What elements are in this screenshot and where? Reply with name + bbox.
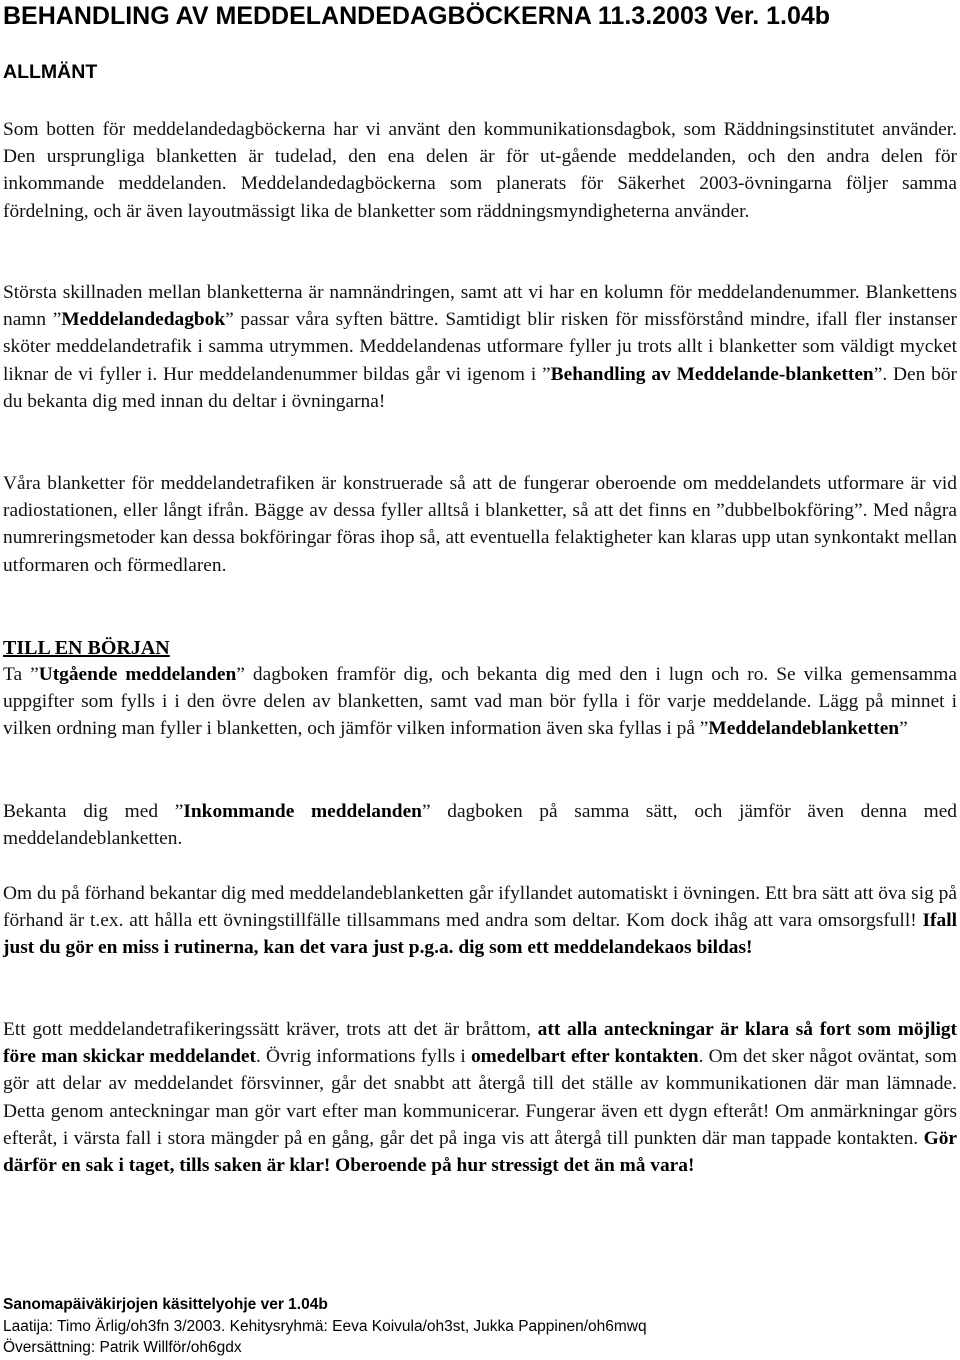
- paragraph-4-text-a: Ta ”: [3, 664, 39, 685]
- paragraph-2-bold-b: Meddelandedagbok: [61, 309, 226, 331]
- paragraph-7-text-c: . Övrig informations fylls i: [255, 1046, 471, 1068]
- paragraph-7-bold-b: att alla anteckningar är klara så fort som möjligt före man skickar meddelandet: [3, 1019, 957, 1068]
- footer-line-2: Laatija: Timo Ärlig/oh3fn 3/2003. Kehitysryhmä: Eeva Koivula/oh3st, Jukka Pappinen/oh6mwq: [3, 1317, 647, 1335]
- paragraph-1: Som botten för meddelandedagböckerna har vi använt den kommunikationsdagbok, som Räddningsinstitutet använder. Den ursprungliga blanketten är tudelad, den ena delen är för ut-gående meddelanden, och den andra delen för inkommande meddelanden. Meddelandedagböckerna som planerats för Säkerhet 2003-övningarna följer samma fördelning, och är även layoutmässigt lika de blanketter som räddningsmyndigheterna använder.: [3, 119, 957, 222]
- paragraph-2: [3, 279, 957, 415]
- paragraph-5-bold-b: Inkommande meddelanden: [183, 801, 422, 822]
- paragraph-4: [3, 661, 957, 743]
- document-title: BEHANDLING AV MEDDELANDEDAGBÖCKERNA 11.3.2003 Ver. 1.04b: [3, 2, 831, 30]
- paragraph-3: Våra blanketter för meddelandetrafiken är konstruerade så att de fungerar oberoende om meddelandets utformare är vid radiostationen, eller långt ifrån. Bägge av dessa fyller alltså i blanketter, så att det finns en ”dubbelbokföring”. Med några numreringsmetoder kan dessa bokföringar föras ihop så, att eventuella felaktigheter kan klaras upp utan synkontakt mellan utformaren och förmedlaren.: [3, 473, 957, 576]
- paragraph-6-text-a: Om du på förhand bekantar dig med meddelandeblanketten går ifyllandet automatiskt i övningen. Ett bra sätt att öva sig på förhand är t.ex. att hålla ett övningstillfälle tillsammans med andra som deltar. Kom dock ihåg att vara omsorgsfull!: [3, 883, 957, 932]
- paragraph-5-text-a: Bekanta dig med ”: [3, 801, 184, 822]
- paragraph-5: [3, 798, 957, 852]
- paragraph-7-bold-d: omedelbart efter kontakten: [470, 1046, 699, 1068]
- paragraph-2-text-c: ” passar våra syften bättre. Samtidigt blir risken för missförstånd mindre, ifall fler instanser sköter meddelandetrafik i samma utrymmen. Meddelandenas utformare fyller ju trots allt i blanketter som väldigt mycket liknar de vi fyller i. Hur meddelandenummer bildas går vi igenom i ”: [3, 309, 957, 385]
- footer-line-3: Översättning: Patrik Willför/oh6gdx: [3, 1339, 242, 1356]
- paragraph-4-text-e: ”: [899, 718, 908, 740]
- paragraph-6-bold-b: Ifall just du gör en miss i rutinerna, kan det vara just p.g.a. dig som ett meddelandekaos bildas!: [3, 910, 957, 959]
- paragraph-4-bold-b: Utgående meddelanden: [38, 664, 237, 685]
- paragraph-2-bold-d: Behandling av Meddelande-blanketten: [550, 363, 874, 385]
- paragraph-7-bold-f: Gör därför en sak i taget, tills saken är klar! Oberoende på hur stressigt det än må vara!: [3, 1127, 957, 1177]
- paragraph-6: [3, 880, 957, 962]
- paragraph-2-text-e: ”. Den bör du bekanta dig med innan du deltar i övningarna!: [3, 363, 957, 412]
- paragraph-7-text-e: . Om det sker något oväntat, som gör att delar av meddelandet försvinner, går det snabbt att återgå till det ställe av kommunikationen där man lämnade. Detta genom anteckningar man gör vart efter man kommunicerar. Fungerar även ett dygn efteråt! Om anmärkningar görs efteråt, i värsta fall i stora mängder på en gång, går det på inga vis att återgå till punkten där man tappade kontakten.: [3, 1046, 958, 1149]
- paragraph-7: [3, 1016, 957, 1179]
- document-footer: [3, 1294, 957, 1359]
- paragraph-7-text-a: Ett gott meddelandetrafikeringssätt kräver, trots att det är bråttom,: [3, 1019, 538, 1040]
- footer-line-1: Sanomapäiväkirjojen käsittelyohje ver 1.04b: [3, 1296, 328, 1313]
- section-heading-allmant: ALLMÄNT: [3, 61, 98, 83]
- paragraph-2-text-a: Största skillnaden mellan blanketterna är namnändringen, samt att vi har en kolumn för meddelandenummer. Blankettens namn ”: [3, 282, 957, 331]
- paragraph-4-text-c: ” dagboken framför dig, och bekanta dig med den i lugn och ro. Se vilka gemensamma uppgifter som fylls i i den övre delen av blanketten, samt vad man bör fylla i för varje meddelande. Lägg på minnet i vilken ordning man fyller i blanketten, och jämför vilken information även ska fyllas i på ”: [3, 664, 957, 740]
- paragraph-5-text-c: ” dagboken på samma sätt, och jämför även denna med meddelandeblanketten.: [3, 801, 958, 850]
- paragraph-4-bold-d: Meddelandeblanketten: [708, 718, 900, 740]
- section-heading-till-en-borjan: TILL EN BÖRJAN: [3, 637, 170, 659]
